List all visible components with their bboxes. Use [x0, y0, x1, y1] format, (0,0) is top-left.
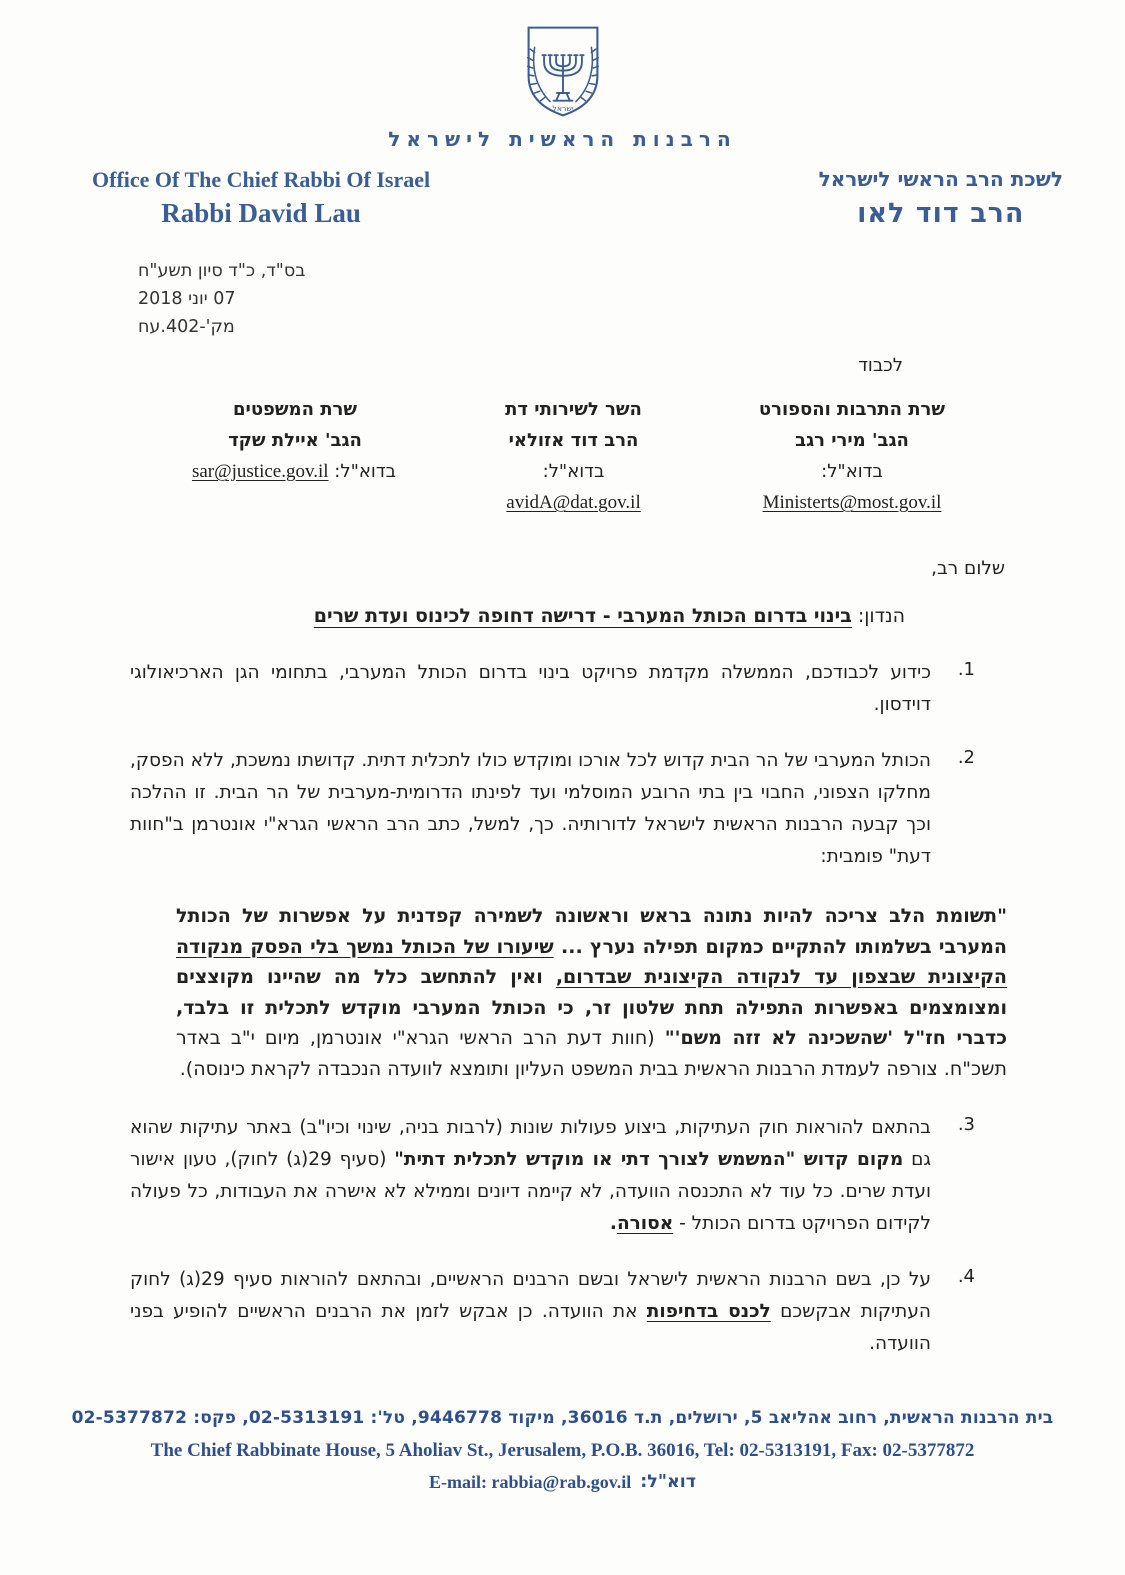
- paragraph-1: [130, 657, 975, 721]
- subject-line: הנדון: בינוי בדרום הכותל המערבי - דרישה דחופה לכינוס ועדת שרים: [313, 605, 905, 627]
- date-reference-block: [138, 257, 305, 341]
- paragraph-number: 2.: [957, 747, 975, 768]
- recipient-culture-minister: [747, 394, 957, 518]
- footer-address-en: The Chief Rabbinate House, 5 Aholiav St., Jerusalem, P.O.B. 36016, Tel: 02-5313191, Fax: 02-5377872: [150, 1440, 975, 1461]
- recipient-title: שרת התרבות והספורט: [758, 399, 946, 420]
- paragraph-2: [130, 745, 975, 873]
- reference-number-line: מק'-402.עח: [138, 317, 235, 337]
- recipient-email: avidA@dat.gov.il: [506, 492, 641, 513]
- recipient-email-label: בדוא"ל:: [334, 461, 397, 482]
- office-block-he: [819, 167, 1063, 229]
- emblem-israel-label: ישראל: [551, 104, 574, 114]
- paragraph-number: 1.: [957, 659, 975, 680]
- rabbinate-title-he: הרבנות הראשית לישראל: [388, 127, 737, 151]
- letterhead: [0, 24, 1125, 229]
- recipient-title: שרת המשפטים: [233, 399, 357, 420]
- gregorian-date-line: 07 יוני 2018: [138, 289, 236, 309]
- recipient-name: הרב דוד אזולאי: [508, 430, 639, 451]
- paragraph-text: על כן, בשם הרבנות הראשית לישראל ובשם הרבנים הראשיים, ובהתאם להוראות סעיף 29(ג) לחוק העתיקות אבקשכם לכנס בדחיפות את הוועדה. כן אבקש לזמן את הרבנים הראשיים להופיע בפני הוועדה.: [130, 1269, 932, 1354]
- salutation: לכבוד: [858, 355, 903, 376]
- israel-state-emblem: [0, 24, 1125, 123]
- footer-email-line: [0, 1472, 1125, 1493]
- footer-address-he: בית הרבנות הראשית, רחוב אהליאב 5, ירושלים, ת.ד 36016, מיקוד 9446778, טל': 02-5313191, פקס: 02-5377872: [71, 1408, 1054, 1428]
- letter-footer: [0, 1408, 1125, 1493]
- paragraph-text: כידוע לכבודכם, הממשלה מקדמת פרויקט בינוי בדרום הכותל המערבי, בתחומי הגן הארכיאולוגי דוידסון.: [130, 662, 931, 715]
- recipient-email: Ministerts@most.gov.il: [762, 492, 942, 513]
- paragraph-text: בהתאם להוראות חוק העתיקות, ביצוע פעולות שונות (לרבות בניה, שינוי וכיו"ב) באתר עתיקות שהוא גם מקום קדוש "המשמש לצורך דתי או מוקדש לתכלית דתית" (סעיף 29(ג) לחוק), טעון אישור ועדת שרים. כל עוד לא התכנסה הוועדה, לא קיימה דיונים וממילא לא אישרה את העבודות, כל פעולה לקידום הפרויקט בדרום הכותל - אסורה.: [130, 1117, 931, 1234]
- paragraph-number: 3.: [957, 1114, 975, 1135]
- recipient-email-label: בדוא"ל:: [542, 461, 605, 482]
- halachic-opinion-quote: "תשומת הלב צריכה להיות נתונה בראש וראשונה לשמירה קפדנית על אפשרות של הכותל המערבי בשלמותו להתקיים כמקום תפילה נערץ ... שיעורו של הכותל נמשך בלי הפסק מנקודה הקיצונית שבצפון עד לנקודה הקיצונית שבדרום, ואין להתחשב כלל מה שהיינו מקוצצים ומצומצמים באפשרות התפילה תחת שלטון זר, כי הכותל המערבי מוקדש לתכלית זו בלבד, כדברי חז"ל 'שהשכינה לא זזה משם'" (חוות דעת הרב הראשי הגרא"י אונטרמן, מיום י"ב באדר תשכ"ח. צורפה לעמדת הרבנות הראשית בבית המשפט העליון ותומצא לוועדה הנכבדה לקראת כינוסה).: [176, 905, 1007, 1080]
- rabbi-name-en: Rabbi David Lau: [161, 198, 361, 228]
- greeting: שלום רב,: [931, 558, 1005, 579]
- recipient-name: הגב' מירי רגב: [795, 430, 909, 451]
- office-title-he: לשכת הרב הראשי לישראל: [818, 167, 1063, 191]
- hebrew-date-line: בס"ד, כ"ד סיון תשע"ח: [138, 261, 306, 281]
- recipient-email-label: בדוא"ל:: [821, 461, 883, 482]
- paragraph-number: 4.: [957, 1266, 975, 1287]
- footer-email: E-mail: rabbia@rab.gov.il: [429, 1472, 632, 1492]
- office-block-en: [92, 167, 430, 229]
- recipient-justice-minister: [190, 394, 400, 518]
- paragraph-text: הכותל המערבי של הר הבית קדוש לכל אורכו ומוקדש כולו לתכלית דתית. קדושתו נמשכת, ללא הפסק, מחלקו הצפוני, החבוי בין בתי הרובע המוסלמי ועד לפינתו הדרומית-מערבית של הר הבית. זו ההלכה וכך קבעה הרבנות הראשית לישראל לדורותיה. כך, למשל, כתב הרב הראשי הגרא"י אונטרמן ב"חוות דעת" פומבית:: [130, 750, 931, 867]
- paragraph-3: [130, 1112, 975, 1240]
- recipients-block: [0, 376, 1125, 518]
- paragraph-4: [130, 1264, 975, 1360]
- recipient-email: sar@justice.gov.il: [191, 461, 329, 482]
- rabbi-name-he: הרב דוד לאו: [857, 198, 1025, 229]
- recipient-religious-services-minister: [469, 394, 679, 518]
- recipient-name: הגב' איילת שקד: [228, 430, 362, 451]
- footer-email-label-he: דוא"ל:: [640, 1472, 697, 1492]
- recipient-title: השר לשירותי דת: [505, 399, 642, 420]
- office-title-en: Office Of The Chief Rabbi Of Israel: [92, 167, 431, 192]
